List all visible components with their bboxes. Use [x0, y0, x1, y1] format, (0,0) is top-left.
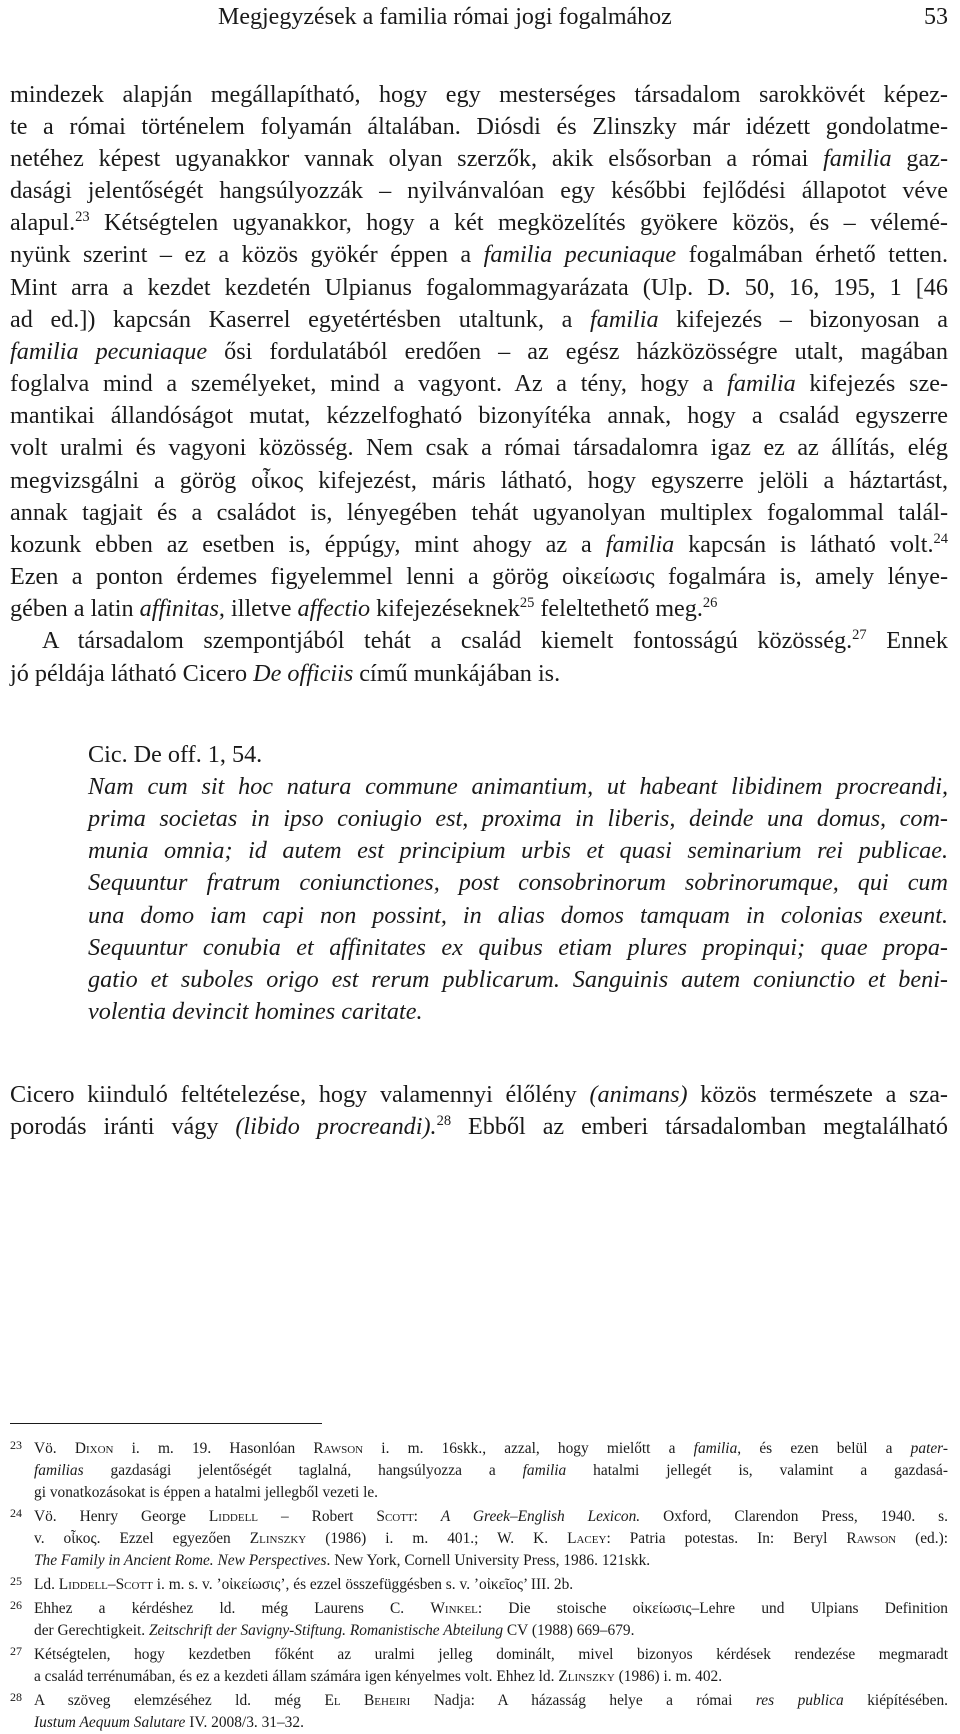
quote-line: gatio et suboles origo est rerum publicarum. Sanguinis autem coniunctio et beni-: [88, 966, 948, 993]
body-line: megvizsgálni a görög οἶκος kifejezést, máris látható, hogy egyszerre jelöli a háztartást,: [10, 467, 948, 494]
body-line: annak tagjait és a családot is, lényegében tehát ugyanolyan multiplex fogalommal talál-: [10, 499, 948, 526]
body-line: foglalva mind a személyeket, mind a vagyont. Az a tény, hogy a familia kifejezés sze-: [10, 370, 949, 397]
quote-line: Sequuntur fratrum coniunctiones, post consobrinorum sobrinorumque, qui cum: [88, 869, 948, 896]
running-title: Megjegyzések a familia római jogi fogalmához: [218, 4, 672, 30]
footnote-ref: 26: [702, 594, 718, 611]
body-line: dasági jelentőségét hangsúlyozzák – nyilvánvalóan egy későbbi fejlődési állapotot véve: [10, 177, 948, 204]
body-line: gében a latin affinitas, illetve affectio kifejezéseknek$^{25}$ feleltethető meg.$^{26}$: [10, 594, 718, 622]
quote-reference: Cic. De off. 1, 54.: [88, 741, 263, 768]
body-line: volt uralmi és vagyoni közösség. Nem csak a római társadalomra igaz ez az állítás, elég: [10, 434, 948, 461]
quote-line: Nam cum sit hoc natura commune animantium, ut habeant libidinem procreandi,: [88, 773, 948, 800]
quote-line: una domo iam capi non possint, in alias domos tamquam in colonias exeunt.: [88, 902, 948, 929]
body-line: Mint arra a kezdet kezdetén Ulpianus fogalommagyarázata (Ulp. D. 50, 16, 195, 1 [46: [10, 274, 948, 301]
footnote-number: 26: [10, 1598, 22, 1612]
body-line: A társadalom szempontjából tehát a család kiemelt fontosságú közösség.$^{27}$ Ennek: [42, 626, 949, 654]
body-line: mindezek alapján megállapítható, hogy egy mesterséges társadalom sarokkövét képez-: [10, 81, 948, 108]
footnote-line: Ehhez a kérdéshez ld. még Laurens C. Winkel: Die stoische οἰκείωσις–Lehre und Ulpians Definition: [34, 1600, 948, 1617]
body-line: ad ed.]) kapcsán Kaserrel egyetértésben utaltunk, a familia kifejezés – bizonyosan a: [10, 306, 948, 333]
quote-line: Sequuntur conubia et affinitates ex quibus etiam plures propinqui; quae propa-: [88, 934, 948, 961]
quote-line: volentia devincit homines caritate.: [88, 998, 423, 1025]
running-header: [0, 2, 960, 32]
footnote-ref: 25: [519, 594, 535, 611]
body-line: Cicero kiinduló feltételezése, hogy valamennyi élőlény (animans) közös természete a sza-: [10, 1081, 948, 1108]
footnote-ref: 23: [75, 208, 90, 225]
footnote-line: The Family in Ancient Rome. New Perspectives. New York, Cornell University Press, 1986. 121skk.: [34, 1552, 651, 1569]
footnote-ref: 24: [933, 530, 949, 547]
body-line: nyünk szerint – ez a közös gyökér éppen a familia pecuniaque fogalmában érhető tetten.: [10, 241, 948, 268]
body-line: Ezen a ponton érdemes figyelemmel lenni a görög οἰκείωσις fogalmára is, amely lénye-: [10, 563, 948, 590]
footnote-line: der Gerechtigkeit. Zeitschrift der Savigny-Stiftung. Romanistische Abteilung CV (1988) 669–679.: [34, 1622, 635, 1639]
body-line: alapul.$^{23}$ Kétségtelen ugyanakkor, hogy a két megközelítés gyökere közös, és – vélemé-: [10, 208, 948, 236]
body-line: te a római történelem folyamán általában. Diósdi és Zlinszky már idézett gondolatme-: [10, 113, 948, 140]
body-line: mantikai állandóságot mutat, kézzelfogható bizonyítéka annak, hogy a család egyszerre: [10, 402, 948, 429]
body-line: familia pecuniaque ősi fordulatából eredően – az egész házközösségre utalt, magában: [10, 338, 948, 365]
quote-line: prima societas in ipso coniugio est, proxima in liberis, deinde una domus, com-: [88, 805, 948, 832]
footnote-line: a család terrénumában, és ez a kezdeti állam számára igen kényelmes volt. Ehhez ld. Zlinszky (1986) i. m. 402.: [34, 1668, 723, 1685]
body-line: jó példája látható Cicero De officiis című munkájában is.: [10, 660, 561, 687]
footnote-number: 24: [10, 1506, 22, 1520]
footnote-line: Vö. Henry George Liddell – Robert Scott: A Greek–English Lexicon. Oxford, Clarendon Press, 1940. s.: [34, 1508, 948, 1525]
footnote-line: Iustum Aequum Salutare IV. 2008/3. 31–32.: [34, 1714, 304, 1731]
body-line: porodás iránti vágy (libido procreandi).$^{28}$ Ebből az emberi társadalomban megtalálható: [10, 1112, 948, 1140]
footnote-ref: 28: [436, 1112, 452, 1129]
footnote-number: 23: [10, 1438, 22, 1452]
body-line: netéhez képest ugyanakkor vannak olyan szerzők, akik elsősorban a római familia gaz-: [10, 145, 948, 172]
footnote-number: 25: [10, 1574, 22, 1588]
footnote-separator: [10, 1423, 322, 1424]
footnote-line: v. οἶκος. Ezzel egyezően Zlinszky (1986) i. m. 401.; W. K. Lacey: Patria potestas. In: Beryl Rawson (ed.):: [34, 1530, 949, 1547]
footnote-number: 28: [10, 1690, 22, 1704]
quote-line: munia omnia; id autem est principium urbis et quasi seminarium rei publicae.: [88, 837, 948, 864]
footnote-line: A szöveg elemzéséhez ld. még El Beheiri Nadja: A házasság helye a római res publica kiépítésében.: [34, 1692, 948, 1709]
footnote-number: 27: [10, 1644, 22, 1658]
footnote-line: familias gazdasági jelentőségét taglalná, hangsúlyozza a familia hatalmi jellegét is, valamint a gazdasá-: [34, 1462, 948, 1479]
footnote-line: gi vonatkozásokat is éppen a hatalmi jellegből vezeti le.: [34, 1484, 379, 1501]
body-line: kozunk ebben az esetben is, éppúgy, mint ahogy az a familia kapcsán is látható volt.$^{24}$: [10, 530, 949, 558]
footnote-line: Ld. Liddell–Scott i. m. s. v. ’οἰκείωσις’, és ezzel összefüggésben s. v. ’οἰκεῖος’ III. 2b.: [34, 1576, 574, 1593]
footnote-ref: 27: [852, 626, 867, 643]
footnote-line: Kétségtelen, hogy kezdetben főként az uralmi jelleg dominált, mivel bizonyos kérdések rendezése megmaradt: [34, 1646, 948, 1663]
page-number: 53: [924, 4, 948, 30]
footnote-line: Vö. Dixon i. m. 19. Hasonlóan Rawson i. m. 16skk., azzal, hogy mielőtt a familia, és ezen belül a pater-: [34, 1440, 948, 1457]
